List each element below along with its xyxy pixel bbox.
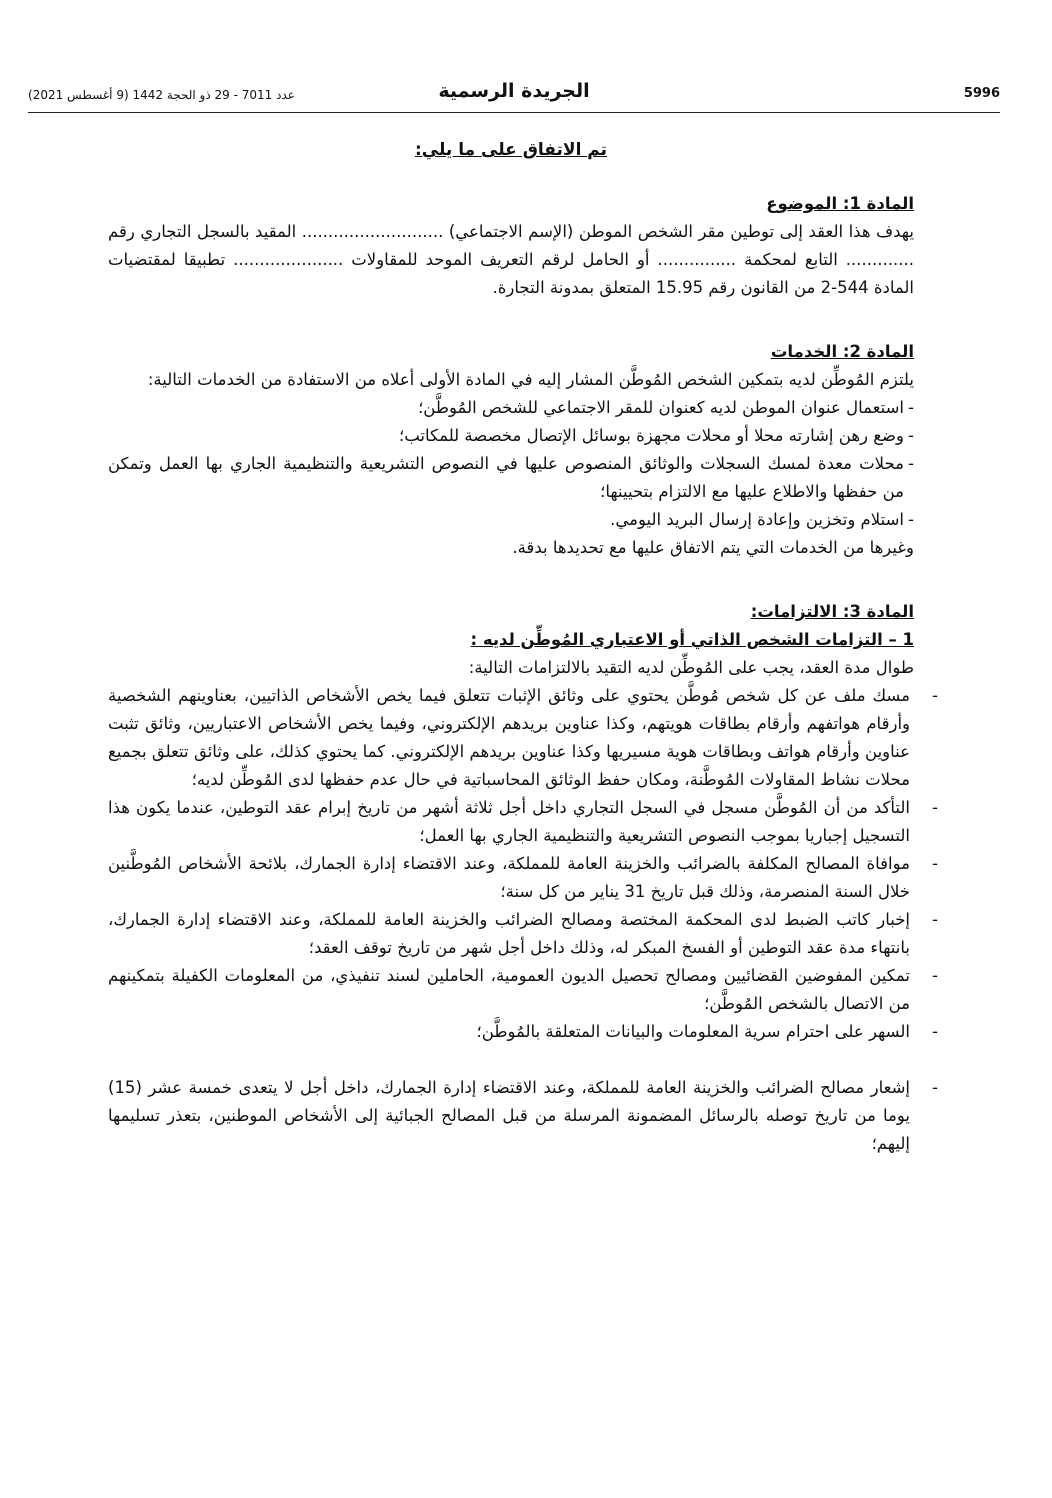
list-item: - السهر على احترام سرية المعلومات والبيانات المتعلقة بالمُوطَّن؛ [108,1018,944,1046]
spacer [108,562,914,584]
page-header [28,80,1000,112]
article-3-title: المادة 3: الالتزامات: [750,602,914,621]
obligations-list-continued [108,1074,914,1158]
list-item: - تمكين المفوضين القضائيين ومصالح تحصيل الديون العمومية، الحاملين لسند تنفيذي، من المعلومات الكفيلة بتمكينهم من الاتصال بالشخص المُوطَّن؛ [108,962,944,1018]
list-item: - موافاة المصالح المكلفة بالضرائب والخزينة العامة للمملكة، وعند الاقتضاء إدارة الجمارك، بلائحة الأشخاص المُوطَّنين خلال السنة المنصرمة، وذلك قبل تاريخ 31 يناير من كل سنة؛ [108,850,944,906]
header-divider [28,112,1000,113]
document-body [108,136,914,1158]
services-list [108,394,914,534]
article-3-intro: طوال مدة العقد، يجب على المُوطِّن لديه التقيد بالالتزامات التالية: [468,658,914,677]
page-number: 5996 [963,86,1000,101]
list-item: - استعمال عنوان الموطن لديه كعنوان للمقر الاجتماعي للشخص المُوطَّن؛ [108,394,914,422]
list-item: - مسك ملف عن كل شخص مُوطَّن يحتوي على وثائق الإثبات تتعلق فيما يخص الأشخاص الذاتيين، بعناوينهم الشخصية وأرقام هواتفهم وأرقام بطاقات هويتهم، وكذا عناوين بريدهم الإلكتروني، وفيما يخص الأشخاص الاعتباريين، وثائق تثبت عناوين وأرقام هواتف وبطاقات هوية مسيريها وكذا عناوين بريدهم الإلكتروني. كما يحتوي كذلك، على وثائق تتعلق بجميع محلات نشاط المقاولات المُوطَّنة، ومكان حفظ الوثائق المحاسباتية في حال عدم حفظها لدى المُوطِّن لديه؛ [108,682,944,794]
article-1-title: المادة 1: الموضوع [766,194,914,213]
spacer [108,302,914,324]
list-item: - التأكد من أن المُوطَّن مسجل في السجل التجاري داخل أجل ثلاثة أشهر من تاريخ إبرام عقد التوطين، عندما يكون هذا التسجيل إجباريا بموجب النصوص التشريعية والتنظيمية الجاري بها العمل؛ [108,794,944,850]
article-1-text: يهدف هذا العقد إلى توطين مقر الشخص الموطن (الإسم الاجتماعي) ........................... المقيد بالسجل التجاري رقم ............. التابع لمحكمة ............... أو الحامل لرقم التعريف الموحد للمقاولات ..................... تطبيقا لمقتضيات المادة 544-2 من القانون رقم 15.95 المتعلق بمدونة التجارة. [108,222,914,297]
article-2-intro: يلتزم المُوطِّن لديه بتمكين الشخص المُوطَّن المشار إليه في المادة الأولى أعلاه من الاستفادة من الخدمات التالية: [147,370,914,389]
gazette-title: الجريدة الرسمية [438,80,590,102]
list-item: - وضع رهن إشارته محلا أو محلات مجهزة بوسائل الإتصال مخصصة للمكاتب؛ [108,422,914,450]
obligations-list [108,682,914,1046]
list-item: - استلام وتخزين وإعادة إرسال البريد اليومي. [108,506,914,534]
issue-info: عدد 7011 - 29 ذو الحجة 1442 (9 أغسطس 2021) [28,88,295,102]
agreement-heading: تم الاتفاق على ما يلي: [414,140,608,160]
article-3-subtitle: 1 – التزامات الشخص الذاتي أو الاعتباري المُوطِّن لديه : [470,630,914,649]
article-2-closing: وغيرها من الخدمات التي يتم الاتفاق عليها مع تحديدها بدقة. [512,538,914,557]
list-item: - محلات معدة لمسك السجلات والوثائق المنصوص عليها في النصوص التشريعية والتنظيمية الجاري بها العمل وتمكن من حفظها والاطلاع عليها مع الالتزام بتحيينها؛ [108,450,914,506]
list-item: - إشعار مصالح الضرائب والخزينة العامة للمملكة، وعند الاقتضاء إدارة الجمارك، داخل أجل لا يتعدى خمسة عشر (15) يوما من تاريخ توصله بالرسائل المضمونة المرسلة من قبل المصالح الجبائية إلى الأشخاص الموطنين، بتعذر تسليمها إليهم؛ [108,1074,944,1158]
list-item: - إخبار كاتب الضبط لدى المحكمة المختصة ومصالح الضرائب والخزينة العامة للمملكة، وعند الاقتضاء إدارة الجمارك، بانتهاء مدة عقد التوطين أو الفسخ المبكر له، وذلك داخل أجل شهر من تاريخ توقف العقد؛ [108,906,944,962]
article-2-title: المادة 2: الخدمات [770,342,914,361]
spacer [108,1046,914,1074]
